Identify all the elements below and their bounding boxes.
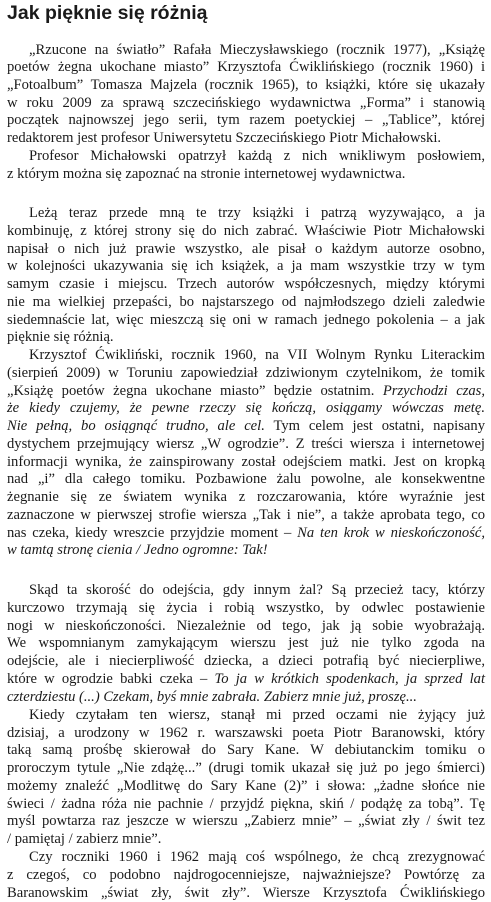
- text-segment: „Książę poetów żegna ukochane miasto” będzie ostatnim.: [7, 383, 383, 399]
- text-line: [7, 76, 485, 94]
- text-segment: z którym można się zapoznać na stronie internetowej wydawnictwa.: [7, 166, 406, 182]
- text-segment: nas czeka, kiedy wreszcie przyjdzie moment –: [7, 525, 298, 541]
- text-line: [7, 617, 485, 635]
- text-line: [7, 165, 485, 183]
- text-segment: samym czasie i miejscu. Trzech autorów współczesnych, między którymi: [7, 276, 485, 292]
- text-segment: Baranowskim „świat zły, świt zły”. Wiersze Krzysztofa Ćwiklińskiego: [7, 885, 485, 901]
- text-line: [7, 129, 485, 147]
- text-line: [7, 652, 485, 670]
- text-segment: „Rzucone na światło” Rafała Mieczysławskiego (rocznik 1977), „Książę: [29, 42, 485, 58]
- text-line: [7, 240, 485, 258]
- text-segment: / pamiętaj / zabierz mnie”.: [7, 831, 162, 847]
- text-line: [7, 634, 485, 652]
- text-segment: z czegoś, co podobno najdrogocenniejsze, najważniejsze? Powtórzę za: [7, 867, 485, 883]
- italic-quote-segment: czterdziestu (...) Czekam, byś mnie zabrała. Zabierz mnie już, proszę...: [7, 689, 417, 705]
- italic-quote-segment: To ja w krótkich spodenkach, ja sprzed lat: [214, 671, 485, 687]
- text-line: [7, 724, 485, 742]
- text-line: [7, 581, 485, 599]
- text-line: [7, 346, 485, 364]
- italic-quote-segment: że kiedy czujemy, że pewne rzeczy się kończą, osiągamy wówczas metę.: [7, 400, 485, 416]
- text-line: [7, 884, 485, 902]
- text-line: [7, 830, 485, 848]
- text-segment: taką samą prośbę skierował do Sary Kane. W debiutanckim tomiku o: [7, 742, 485, 758]
- text-segment: informacji wynika, że zainspirowany został odejściem matki. Jest on kropką: [7, 454, 485, 470]
- text-line: [7, 759, 485, 777]
- text-line: [7, 41, 485, 59]
- text-segment: poetów żegna ukochane miasto” Krzysztofa Ćwiklińskiego (rocznik 1960) i: [7, 59, 485, 75]
- text-line: [7, 328, 485, 346]
- text-segment: możemy znaleźć „Modlitwę do Sary Kane (2)” i słowa: „żadne słońce nie: [7, 778, 485, 794]
- text-segment: Profesor Michałowski opatrzył każdą z nich wnikliwym posłowiem,: [29, 148, 485, 164]
- text-segment: odejście, ale i niecierpliwość dziecka, a dzieci potrafią być niecierpliwe,: [7, 653, 485, 669]
- italic-quote-segment: Na ten krok w nieskończoność,: [297, 525, 485, 541]
- text-segment: myśl powtarza raz jeszcze w wierszu „Zabierz mnie” – „świat zły / świt tez: [7, 813, 485, 829]
- text-segment: Krzysztof Ćwikliński, rocznik 1960, na VII Wolnym Rynku Literackim: [29, 347, 485, 363]
- text-line: [7, 222, 485, 240]
- text-line: [7, 111, 485, 129]
- text-line: [7, 204, 485, 222]
- text-line: [7, 848, 485, 866]
- text-segment: redaktorem jest profesor Uniwersytetu Szczecińskiego Piotr Michałowski.: [7, 130, 442, 146]
- text-line: [7, 812, 485, 830]
- text-segment: kombinuję, z której strony się do nich zabrać. Właściwie Piotr Michałowski: [7, 223, 485, 239]
- article-title: Jak pięknie się różnią: [7, 2, 208, 24]
- text-segment: dystychem przejmujący wiersz „W ogrodzie”. Z treści wiersza i internetowej: [7, 436, 485, 452]
- text-segment: nie ma wielkiej przepaści, bo najstarszego od najmłodszego dzieli zaledwie: [7, 294, 485, 310]
- text-line: [7, 58, 485, 76]
- text-segment: pięknie się różnią.: [7, 329, 114, 345]
- text-line: [7, 866, 485, 884]
- text-segment: początek najnowszej jego serii, tym razem poetyckiej – „Tablice”, której: [7, 112, 485, 128]
- text-line: [7, 417, 485, 435]
- text-line: [7, 541, 485, 559]
- text-line: [7, 524, 485, 542]
- text-line: [7, 399, 485, 417]
- text-segment: kurczowo trzymają się życia i robią wszystko, by odwlec postawienie: [7, 600, 485, 616]
- text-segment: dzisiaj, a urodzony w 1962 r. warszawski poeta Piotr Baranowski, który: [7, 725, 485, 741]
- text-line: [7, 382, 485, 400]
- text-line: [7, 94, 485, 112]
- text-line: [7, 488, 485, 506]
- text-line: [7, 706, 485, 724]
- text-line: [7, 670, 485, 688]
- text-segment: żegnanie się ze światem wynika z rozczarowania, które wyraźnie jest: [7, 489, 485, 505]
- italic-quote-segment: w tamtą stronę cienia / Jedno ogromne: Tak!: [7, 542, 268, 558]
- text-segment: które w ogrodzie babki czeka –: [7, 671, 215, 687]
- text-segment: Czy roczniki 1960 i 1962 mają coś wspólnego, że chcą zrezygnować: [29, 849, 485, 865]
- text-segment: nogi w nieskończoności. Niezależnie od tego, jak ją sobie wyobrażają.: [7, 618, 485, 634]
- text-line: [7, 688, 485, 706]
- text-segment: „Fotoalbum” Tomasza Majzela (rocznik 1965), to książki, które się ukazały: [7, 77, 485, 93]
- text-line: [7, 741, 485, 759]
- text-line: [7, 435, 485, 453]
- text-segment: proroczym tytule „Nie zdążę...” (drugi tomik ukazał się już po jego śmierci): [7, 760, 485, 776]
- text-line: [7, 795, 485, 813]
- text-line: [7, 364, 485, 382]
- text-segment: nad „i” dla całego tomiku. Pozbawione żalu powolne, ale konsekwentne: [7, 471, 485, 487]
- text-segment: napisał o nich już prawie wszystko, ale pisał o każdym autorze osobno,: [7, 241, 485, 257]
- text-segment: w kolejności ukazywania się ich książek, a ja mam wszystkie trzy w tym: [7, 258, 485, 274]
- italic-quote-segment: Nie pełną, bo osiągnąć trudno, ale cel.: [7, 418, 265, 434]
- text-segment: Tym celem jest ostatni, napisany: [264, 418, 485, 434]
- text-segment: siedemnaście lat, więc mieszczą się oni w ramach jednego pokolenia – a jak: [7, 312, 485, 328]
- italic-quote-segment: Przychodzi czas,: [382, 383, 485, 399]
- text-segment: (sierpień 2009) w Toruniu zapowiedział zdziwionym czytelnikom, że tomik: [7, 365, 485, 381]
- text-line: [7, 777, 485, 795]
- text-segment: zaznaczone w pierwszej strofie wiersza „Tak i nie”, a także aprobata tego, co: [7, 507, 485, 523]
- text-line: [7, 147, 485, 165]
- text-line: [7, 257, 485, 275]
- text-line: [7, 599, 485, 617]
- text-line: [7, 470, 485, 488]
- text-line: [7, 453, 485, 471]
- text-segment: We wspomnianym zamykającym wierszu jest już nie tylko zgoda na: [7, 635, 485, 651]
- text-line: [7, 275, 485, 293]
- text-line: [7, 311, 485, 329]
- text-segment: Skąd ta skorość do odejścia, gdy innym żal? Są przecież tacy, którzy: [29, 582, 485, 598]
- text-line: [7, 506, 485, 524]
- text-line: [7, 293, 485, 311]
- text-segment: Leżą teraz przede mną te trzy książki i patrzą wyzywająco, a ja: [29, 205, 485, 221]
- text-segment: Kiedy czytałam ten wiersz, stanął mi przed oczami nie żyjący już: [29, 707, 485, 723]
- text-segment: w roku 2009 za sprawą szczecińskiego wydawnictwa „Forma” i stanowią: [7, 95, 485, 111]
- text-segment: świeci / żadna róża nie pachnie / przyjdź piękna, skiń / podążę za tobą”. Tę: [7, 796, 485, 812]
